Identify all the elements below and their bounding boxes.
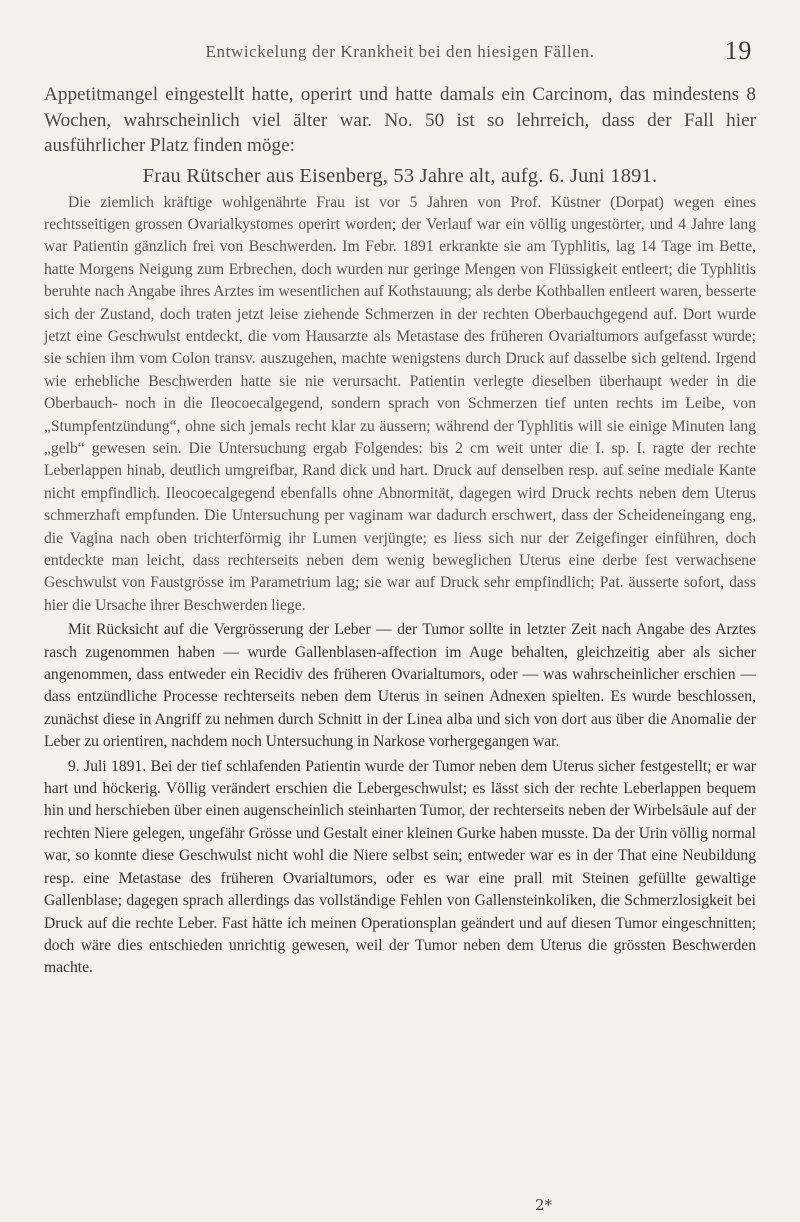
running-head (44, 36, 756, 82)
running-title: Entwickelung der Krankheit bei den hiesigen Fällen. (205, 42, 595, 61)
page-number: 19 (724, 36, 752, 65)
case-paragraph-assessment: Mit Rücksicht auf die Vergrösserung der Leber — der Tumor sollte in letzter Zeit nach Angabe des Arztes rasch zugenommen haben — wurde Gallenblasen-affection im Auge behalten, gleichzeitig aber als sicher angenommen, dass entweder ein Recidiv des früheren Ovarialtumors, oder — was wahrscheinlicher erschien — dass entzündliche Processe rechterseits neben dem Uterus in seinen Adnexen spielten. Es wurde beschlossen, zunächst diese in Angriff zu nehmen durch Schnitt in der Linea alba und sich von dort aus über die Anomalie der Leber zu orientiren, nachdem noch Untersuchung in Narkose vorhergegangen war. (44, 621, 756, 751)
signature-mark: 2* (534, 1196, 552, 1214)
case-paragraph-history: Die ziemlich kräftige wohlgenährte Frau ist vor 5 Jahren von Prof. Küstner (Dorpat) wegen eines rechtsseitigen grossen Ovarialkystomes operirt worden; der Verlauf war ein völlig ungestörter, und 4 Jahre lang war Patientin gänzlich frei von Beschwerden. Im Febr. 1891 erkrankte sie am Typhlitis, lag 14 Tage im Bette, hatte Morgens Neigung zum Erbrechen, doch wurden nur geringe Mengen von Flüssigkeit entleert; die Typhlitis beruhte nach Angabe ihres Arztes im wesentlichen auf Kothstauung; als derbe Kothballen entleert waren, besserte sich der Zustand, doch traten jetzt leise ziehende Schmerzen in der rechten Oberbauchgegend auf. Dort wurde jetzt eine Geschwulst entdeckt, die vom Hausarzte als Metastase des früheren Ovarialtumors aufgefasst wurde; sie schien ihm vom Colon transv. auszugehen, machte wenigstens durch Druck auf dasselbe sich geltend. Irgend wie erhebliche Beschwerden hatte sie nie verursacht. Patientin verlegte dieselben überhaupt weder in die Oberbauch- noch in die Ileocoecalgegend, sondern sprach von Schmerzen tief unten rechts im Leibe, von „Stumpfentzündung“, ohne sich jemals recht klar zu äussern; während der Typhlitis will sie einige Minuten lang „gelb“ gewesen sein. Die Untersuchung ergab Folgendes: bis 2 cm weit unter die I. sp. I. ragte der rechte Leberlappen hinab, deutlich umgreifbar, Rand dick und hart. Druck auf denselben resp. auf seine mediale Kante nicht empfindlich. Ileocoecalgegend ebenfalls ohne Abnormität, dagegen wird Druck rechts neben dem Uterus schmerzhaft empfunden. Die Untersuchung per vaginam war dadurch erschwert, dass der Scheideneingang eng, die Vagina nach oben trichterförmig ihr Lumen verjüngte; es liess sich nur der Zeigefinger einführen, doch entdeckte man leicht, dass rechterseits neben dem wenig beweglichen Uterus eine derbe fest verwachsene Geschwulst von Faustgrösse im Parametrium lag; sie war auf Druck sehr empfindlich; Pat. äusserte sofort, dass hier die Ursache ihrer Beschwerden liege. (44, 193, 756, 614)
case-paragraph-operation: 9. Juli 1891. Bei der tief schlafenden Patientin wurde der Tumor neben dem Uterus sicher festgestellt; er war hart und höckerig. Völlig verändert erschien die Lebergeschwulst; es lässt sich der rechte Leberlappen bequem hin und herschieben über einen augenscheinlich steinharten Tumor, der rechterseits neben der Wirbelsäule auf der rechten Niere gelegen, ungefähr Grösse und Gestalt einer kleinen Gurke haben musste. Da der Urin völlig normal war, so konnte diese Geschwulst nicht wohl die Niere selbst sein; entweder war es in der That eine Neubildung resp. eine Metastase des früheren Ovarialtumors, oder es war eine prall mit Steinen gefüllte gewaltige Gallenblase; dagegen sprach allerdings das vollständige Fehlen von Gallensteinkoliken, die Schmerzlosigkeit bei Druck auf die rechte Leber. Fast hätte ich meinen Operationsplan geändert und auf diesen Tumor eingeschnitten; doch wäre dies entschieden unrichtig gewesen, weil der Tumor neben dem Uterus die grössten Beschwerden machte. (44, 757, 756, 977)
intro-paragraph: Appetitmangel eingestellt hatte, operirt und hatte damals ein Carcinom, das mindestens 8 Wochen, wahrscheinlich viel älter war. No. 50 ist so lehrreich, dass der Fall hier ausführlicher Platz finden möge: (44, 84, 756, 156)
case-heading: Frau Rütscher aus Eisenberg, 53 Jahre alt, aufg. 6. Juni 1891. (142, 164, 658, 187)
